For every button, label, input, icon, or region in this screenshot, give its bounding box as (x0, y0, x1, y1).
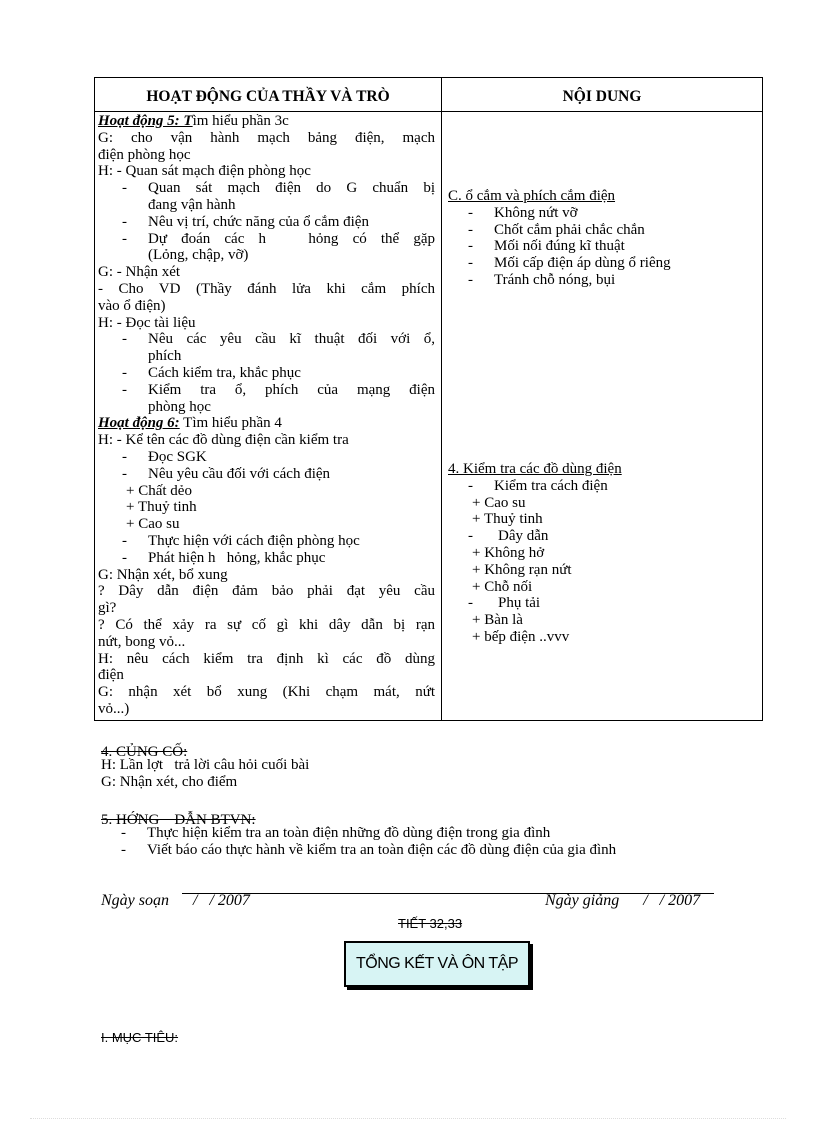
teacher-line: điện phòng học (98, 146, 191, 163)
list-item: - Đọc SGK (122, 448, 207, 465)
paragraph: G: Nhận xét, cho điểm (101, 773, 238, 790)
list-item: - Quan sát mạch điện do G chuẩn bị đang vận hành (122, 180, 435, 213)
student-line: H: - Đọc tài liệu (98, 314, 196, 331)
teacher-line: vào ổ điện) (98, 297, 166, 314)
list-item: - Không nứt vỡ (468, 204, 578, 221)
question-line: nứt, bong vỏ... (98, 633, 186, 650)
cungco-section (101, 744, 309, 790)
list-item: + Chất dẻo (126, 482, 192, 499)
list-item: + Bàn là (472, 612, 523, 629)
list-item: - Chốt cắm phải chắc chắn (468, 221, 645, 238)
list-item: - Cách kiểm tra, khắc phục (122, 364, 301, 381)
list-item: + Cao su (126, 516, 180, 533)
teacher-line: G: - Nhận xét (98, 264, 181, 281)
activities-column (98, 113, 435, 718)
date-taught: Ngày giảng / / 2007 (545, 892, 701, 909)
paragraph: H: Lần lợt trả lời câu hỏi cuối bài (101, 756, 310, 773)
column-divider (441, 78, 442, 720)
question-line: ? Có thể xảy ra sự cố gì khi dây dẫn bị rạn (98, 616, 435, 633)
activity-5-heading: Hoạt động 5: Tìm hiểu phần 3c (98, 113, 289, 129)
list-item: - Mối cấp điện áp dùng ổ riêng (468, 255, 671, 272)
list-item: - Thực hiện với cách điện phòng học (122, 532, 360, 549)
list-item: - Nêu yêu cầu đối với cách điện (122, 465, 331, 482)
list-item: + Chỗ nối (472, 578, 533, 595)
lesson-table (94, 77, 763, 721)
date-prepared: Ngày soạn / / 2007 (101, 892, 250, 909)
list-item: - Thực hiện kiểm tra an toàn điện những đồ dùng điện trong gia đình (121, 824, 551, 841)
question-line: gì? (98, 600, 117, 617)
content-section-c (448, 188, 758, 289)
list-item: - Viết báo cáo thực hành về kiểm tra an toàn điện các đồ dùng điện của gia đình (121, 841, 617, 858)
activity-6-heading: Hoạt động 6: Tìm hiểu phần 4 (98, 415, 282, 432)
list-item: - Nêu vị trí, chức năng của ổ cắm điện (122, 213, 369, 230)
lesson-number: TIẾT 32,33 (398, 916, 463, 931)
header-content: NỘI DUNG (562, 88, 642, 105)
question-line: ? Dây dẫn điện đảm bảo phải đạt yêu cầu (98, 583, 435, 600)
list-item: - Dự đoán các h hỏng có thể gặp (Lỏng, chập, vỡ) (122, 230, 435, 264)
header-teacher-student: HOẠT ĐỘNG CỦA THẦY VÀ TRÒ (146, 88, 390, 105)
content-section-4 (448, 461, 758, 646)
section-heading: 4. Kiểm tra các đồ dùng điện (448, 461, 622, 477)
table-header (95, 78, 762, 112)
list-item: - Kiểm tra cách điện (468, 477, 608, 494)
teacher-line: G: Nhận xét, bổ xung (98, 566, 228, 583)
list-item: + Không rạn nứt (472, 561, 572, 578)
homework-section (101, 812, 616, 858)
list-item: - Tránh chỗ nóng, bụi (468, 271, 616, 288)
section-heading: 5. HỚNG DẪN BTVN: (101, 812, 256, 828)
student-line: H: - Quan sát mạch điện phòng học (98, 163, 311, 180)
list-item: - Mối nối đúng kĩ thuật (468, 238, 625, 255)
list-item: - Nêu các yêu cầu kĩ thuật đối với ổ, phích (122, 331, 435, 365)
student-line: H: nêu cách kiểm tra định kì các đồ dùng (98, 650, 435, 667)
page-bottom-border (30, 1118, 786, 1119)
list-item: + Thuỷ tinh (472, 511, 543, 528)
list-item: + Cao su (472, 494, 526, 511)
list-item: + Không hở (472, 544, 545, 561)
section-heading: 4. CỦNG CỐ: (101, 744, 188, 760)
section-heading: C. ổ cắm và phích cắm điện (448, 188, 616, 204)
list-item: - Phụ tải (468, 595, 541, 612)
lesson-title: TỔNG KẾT VÀ ÔN TẬP (356, 955, 518, 972)
list-item: - Kiểm tra ổ, phích của mạng điện phòng học (122, 381, 435, 415)
objectives-heading: I. MỤC TIÊU: (101, 1030, 179, 1045)
teacher-line: vỏ...) (98, 700, 130, 717)
teacher-line: G: cho vận hành mạch bảng điện, mạch (98, 129, 435, 146)
list-item: + Thuỷ tinh (126, 499, 197, 516)
list-item: - Dây dẫn (468, 528, 549, 545)
student-line: điện (98, 667, 124, 684)
list-item: + bếp điện ..vvv (472, 628, 570, 645)
list-item: - Phát hiện h hỏng, khắc phục (122, 549, 326, 566)
student-line: H: - Kể tên các đồ dùng điện cần kiểm tra (98, 432, 349, 449)
teacher-line: - Cho VD (Thầy đánh lửa khi cắm phích (98, 280, 435, 297)
lesson-title-box (344, 941, 530, 987)
teacher-line: G: nhận xét bổ xung (Khi chạm mát, nứt (98, 684, 435, 701)
